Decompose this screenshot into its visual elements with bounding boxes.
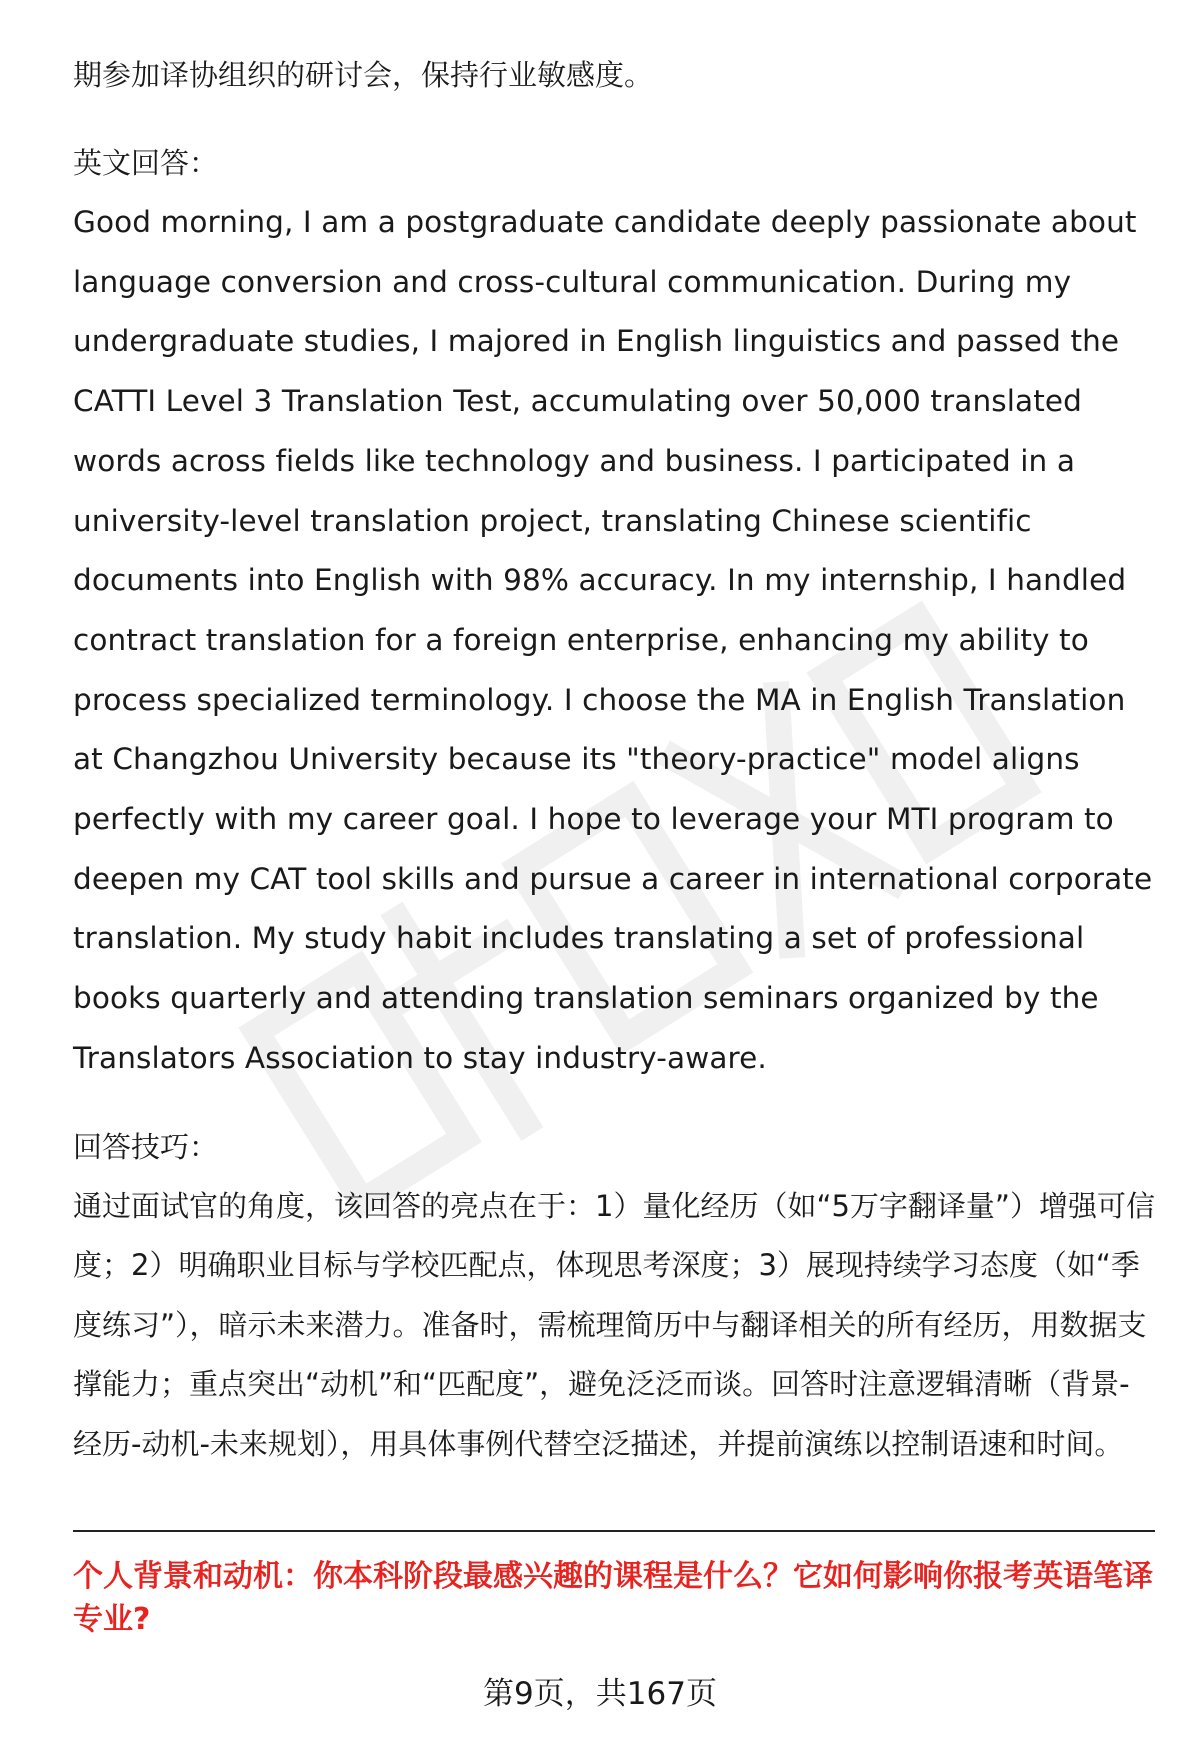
document-body: [73, 45, 1155, 1474]
tips-label: 回答技巧：: [73, 1129, 219, 1164]
page-indicator: 第9页，共167页: [483, 1676, 717, 1712]
tips-paragraph: 通过面试官的角度，该回答的亮点在于：1）量化经历（如“5万字翻译量”）增强可信度；2）明确职业目标与学校匹配点，体现思考深度；3）展现持续学习态度（如“季度练习”），暗示未来潜力。准备时，需梳理简历中与翻译相关的所有经历，用数据支撑能力；重点突出“动机”和“匹配度”，避免泛泛而谈。回答时注意逻辑清晰（背景-经历-动机-未来规划），用具体事例代替空泛描述，并提前演练以控制语速和时间。: [73, 1188, 1155, 1461]
english-answer-label: 英文回答：: [73, 146, 219, 180]
english-answer-paragraph: Good morning, I am a postgraduate candidate deeply passionate about language conversion and cross-cultural communication. During my undergraduate studies, I majored in English linguistics and passed the CATTI Level 3 Translation Test, accumulating over 50,000 translated words across fields like technology and business. I participated in a university-level translation project, translating Chinese scientific documents into English with 98% accuracy. In my internship, I handled contract translation for a foreign enterprise, enhancing my ability to process specialized terminology. I choose the MA in English Translation at Changzhou University because its "theory-practice" model aligns perfectly with my career goal. I hope to leverage your MTI program to deepen my CAT tool skills and pursue a career in international corporate translation. My study habit includes translating a set of professional books quarterly and attending translation seminars organized by the Translators Association to stay industry-aware.: [73, 205, 1153, 1075]
continuation-paragraph: 期参加译协组织的研讨会，保持行业敏感度。: [73, 58, 654, 92]
section-divider: [73, 1530, 1155, 1532]
next-question-heading: 个人背景和动机：你本科阶段最感兴趣的课程是什么？它如何影响你报考英语笔译专业?: [73, 1559, 1153, 1637]
